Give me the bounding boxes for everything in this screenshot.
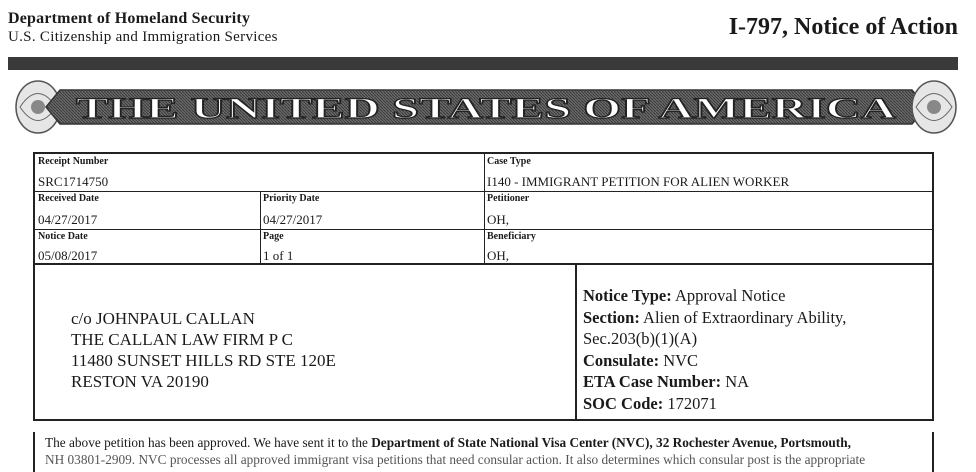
case-type-cell xyxy=(484,154,934,191)
received-date-value: 04/27/2017 xyxy=(38,212,98,227)
beneficiary-label: Beneficiary xyxy=(487,231,536,242)
banner-text: THE UNITED STATES OF AMERICA xyxy=(76,92,897,125)
notice-type: Notice Type: Approval Notice xyxy=(583,286,786,305)
address-line1: c/o JOHNPAUL CALLAN xyxy=(71,309,255,328)
address-line4: RESTON VA 20190 xyxy=(71,372,209,391)
petitioner-value: OH, xyxy=(487,212,510,227)
form-title: I-797, Notice of Action xyxy=(728,14,958,40)
petitioner-label: Petitioner xyxy=(487,193,530,204)
beneficiary-cell xyxy=(484,229,934,265)
notice-section: Section: Alien of Extraordinary Ability, xyxy=(583,307,847,327)
page-label: Page xyxy=(263,231,284,242)
notice-date-cell xyxy=(35,229,260,265)
receipt-number-label: Receipt Number xyxy=(38,156,109,167)
priority-date-cell xyxy=(260,191,484,229)
petitioner-cell xyxy=(484,191,934,229)
notice-details xyxy=(583,285,846,414)
case-info-grid xyxy=(33,152,934,265)
notice-date-value: 05/08/2017 xyxy=(38,248,98,263)
usa-banner xyxy=(14,76,958,138)
page-cell xyxy=(260,229,484,265)
priority-date-label: Priority Date xyxy=(263,193,320,204)
notice-section-code: Sec.203(b)(1)(A) xyxy=(583,329,698,348)
agency-subname: U.S. Citizenship and Immigration Services xyxy=(8,29,278,45)
received-date-cell xyxy=(35,191,260,229)
notice-date-label: Notice Date xyxy=(38,231,88,242)
receipt-number-value: SRC1714750 xyxy=(38,174,109,189)
mailing-address xyxy=(71,308,336,392)
header-rule xyxy=(8,57,958,70)
received-date-label: Received Date xyxy=(38,193,99,204)
notice-eta: ETA Case Number: NA xyxy=(583,372,750,391)
agency-name: Department of Homeland Security xyxy=(8,10,251,27)
priority-date-value: 04/27/2017 xyxy=(263,212,323,227)
notice-consulate: Consulate: NVC xyxy=(583,350,699,370)
case-type-value: I140 - IMMIGRANT PETITION FOR ALIEN WORKER xyxy=(487,174,790,189)
page-value: 1 of 1 xyxy=(263,248,294,263)
approval-line2: NH 03801-2909. NVC processes all approved immigrant visa petitions that need consular action. It also determines which consular post is the appropriate xyxy=(45,452,866,467)
beneficiary-value: OH, xyxy=(487,248,510,263)
address-line2: THE CALLAN LAW FIRM P C xyxy=(71,330,294,349)
approval-line1: The above petition has been approved. We have sent it to the Department of State National Visa Center (NVC), 32 Rochester Avenue, Portsmouth, xyxy=(45,435,851,450)
notice-soc: SOC Code: 172071 xyxy=(583,393,717,413)
case-type-label: Case Type xyxy=(487,156,531,167)
address-line3: 11480 SUNSET HILLS RD STE 120E xyxy=(71,351,336,370)
address-notice-box xyxy=(33,265,934,421)
approval-text xyxy=(33,432,934,472)
right-ornament-icon xyxy=(912,81,956,133)
receipt-number-cell xyxy=(35,154,484,191)
